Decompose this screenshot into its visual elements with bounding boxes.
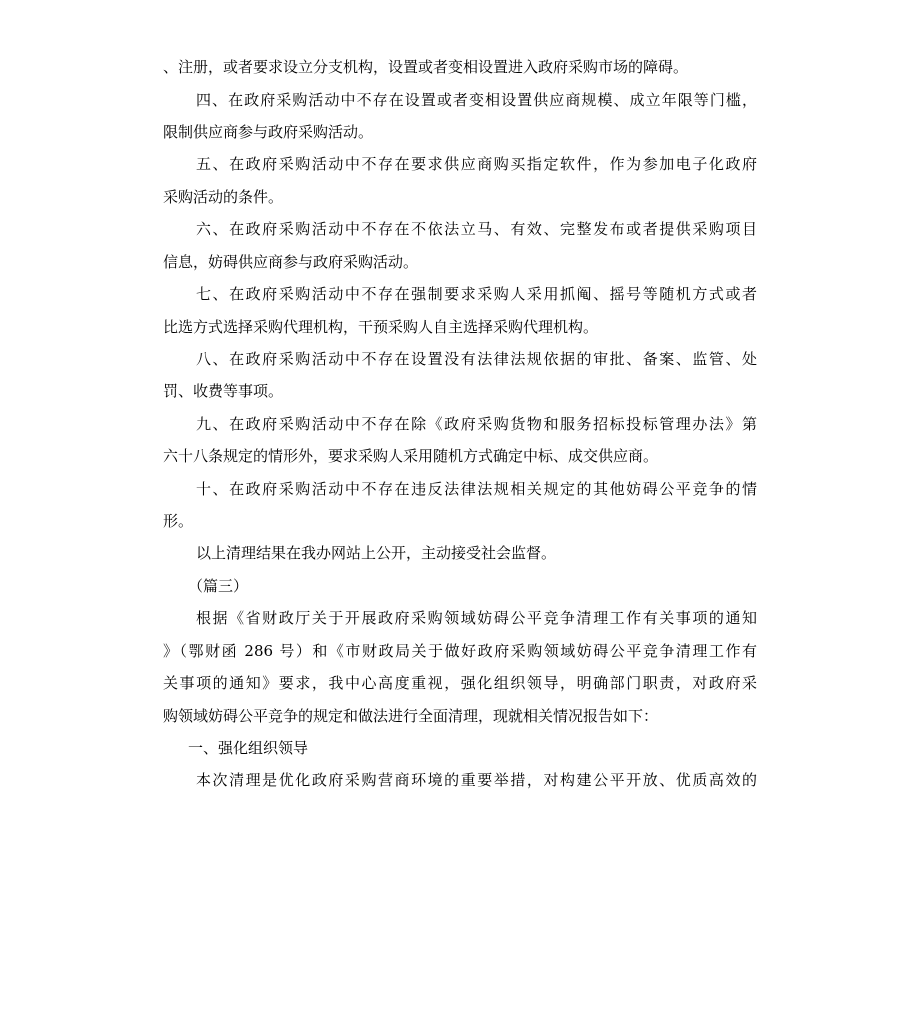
text-line: 六、在政府采购活动中不存在不依法立马、有效、完整发布或者提供采购项目 (196, 220, 757, 238)
text-line: 以上清理结果在我办网站上公开，主动接受社会监督。 (196, 544, 557, 562)
text-line: 购领域妨碍公平竞争的规定和做法进行全面清理，现就相关情况报告如下： (163, 707, 659, 725)
text-line: 比选方式选择采购代理机构，干预采购人自主选择采购代理机构。 (163, 318, 599, 336)
text-line: 七、在政府采购活动中不存在强制要求采购人采用抓阄、摇号等随机方式或者 (196, 285, 757, 303)
text-line: 罚、收费等事项。 (163, 382, 284, 400)
text-line: 》（鄂财函 286 号）和《市财政局关于做好政府采购领域妨碍公平竞争清理工作有 (163, 642, 757, 660)
text-line: 五、在政府采购活动中不存在要求供应商购买指定软件，作为参加电子化政府 (196, 155, 757, 173)
text-line: 、注册，或者要求设立分支机构，设置或者变相设置进入政府采购市场的障碍。 (163, 58, 689, 76)
text-line: 八、在政府采购活动中不存在设置没有法律法规依据的审批、备案、监管、处 (196, 350, 757, 368)
text-line: 形。 (163, 512, 194, 530)
subheading: 一、强化组织领导 (188, 739, 309, 757)
text-line: 四、在政府采购活动中不存在设置或者变相设置供应商规模、成立年限等门槛， (196, 91, 757, 109)
text-line: 六十八条规定的情形外，要求采购人采用随机方式确定中标、成交供应商。 (163, 447, 659, 465)
text-line: 本次清理是优化政府采购营商环境的重要举措，对构建公平开放、优质高效的 (196, 771, 757, 789)
text-line: 限制供应商参与政府采购活动。 (163, 123, 374, 141)
text-line: 采购活动的条件。 (163, 188, 284, 206)
text-line: 信息，妨碍供应商参与政府采购活动。 (163, 253, 419, 271)
text-line: 九、在政府采购活动中不存在除《政府采购货物和服务招标投标管理办法》第 (196, 415, 757, 433)
text-line: 关事项的通知》要求，我中心高度重视，强化组织领导，明确部门职责，对政府采 (163, 674, 757, 692)
text-line: 根据《省财政厅关于开展政府采购领域妨碍公平竞争清理工作有关事项的通知 (196, 609, 757, 627)
text-line: 十、在政府采购活动中不存在违反法律法规相关规定的其他妨碍公平竞争的情 (196, 480, 757, 498)
section-heading: （篇三） (188, 577, 249, 595)
